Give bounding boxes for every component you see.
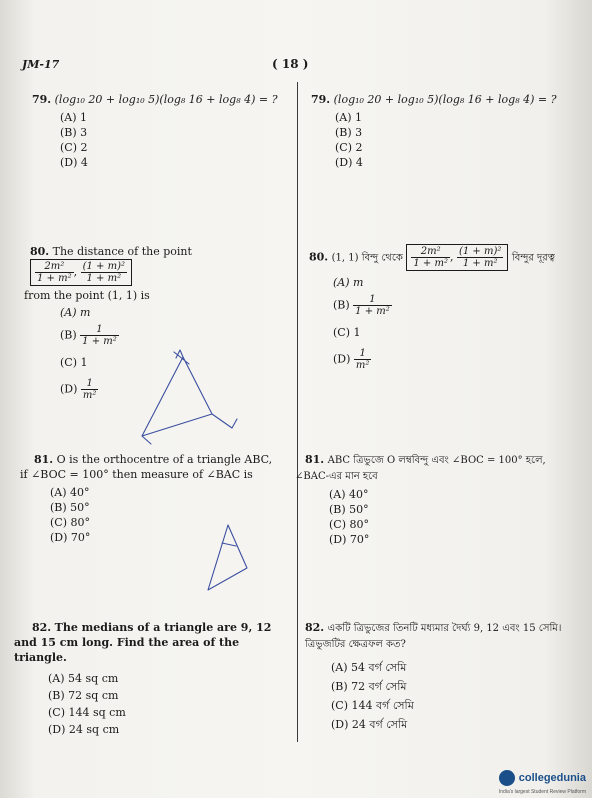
question-number: 81. bbox=[305, 453, 325, 466]
question-stem: (1, 1) বিন্দু থেকে bbox=[331, 252, 403, 264]
option-c[interactable]: (C) 144 বর্গ সেমি bbox=[331, 699, 414, 712]
question-number: 79. bbox=[32, 93, 52, 106]
question-stem: একটি ত্রিভুজের তিনটি মধ্যমার দৈর্ঘ্য 9, 12 এবং 15 সেমি। ত্রিভুজটির ক্ষেত্রফল কত? bbox=[305, 623, 562, 650]
sketch-triangle-2 bbox=[208, 525, 247, 590]
option-b[interactable]: (B) 3 bbox=[335, 126, 363, 139]
question-expression: (log₁₀ 20 + log₁₀ 5)(log₈ 16 + log₈ 4) = ? bbox=[333, 93, 557, 106]
option-a[interactable]: (A) m bbox=[333, 276, 364, 289]
paper-code: JM-17 bbox=[22, 58, 60, 71]
option-d[interactable]: (D) 4 bbox=[60, 156, 88, 169]
option-c[interactable]: (C) 144 sq cm bbox=[48, 706, 126, 719]
question-stem-cont: বিন্দুর দূরত্ব bbox=[511, 252, 555, 264]
option-d[interactable]: (D) 70° bbox=[329, 533, 370, 546]
watermark-brand: collegedunia bbox=[518, 772, 586, 784]
question-expression: (log₁₀ 20 + log₁₀ 5)(log₈ 16 + log₈ 4) = ? bbox=[54, 93, 278, 106]
question-number: 79. bbox=[311, 93, 331, 106]
option-d[interactable]: (D) 24 বর্গ সেমি bbox=[331, 718, 408, 731]
option-b[interactable]: (B) 50° bbox=[50, 501, 90, 514]
option-b[interactable]: (B) 3 bbox=[60, 126, 88, 139]
option-b[interactable]: (B) 50° bbox=[329, 503, 369, 516]
collegedunia-logo-icon bbox=[499, 770, 515, 786]
option-c[interactable]: (C) 1 bbox=[60, 356, 88, 369]
question-stem: O is the orthocentre of a triangle ABC, if ∠BOC = 100° then measure of ∠BAC is bbox=[20, 453, 273, 481]
option-a[interactable]: (A) 40° bbox=[50, 486, 90, 499]
point-bracket: $\frac{\text{2m²}}{\text{1 + m²}}$ , $\frac{\text{(1 + m)²}}{\text{1 + m²}}$ bbox=[406, 244, 508, 271]
option-d[interactable]: (D) $\frac{1}{\text{m²}}$ bbox=[333, 348, 370, 371]
question-stem-cont: from the point (1, 1) is bbox=[24, 289, 150, 302]
option-a[interactable]: (A) 1 bbox=[60, 111, 88, 124]
option-a[interactable]: (A) 40° bbox=[329, 488, 369, 501]
option-a[interactable]: (A) 54 sq cm bbox=[48, 672, 119, 685]
question-number: 80. bbox=[309, 250, 329, 264]
sketch-triangle-1 bbox=[142, 350, 237, 444]
option-b[interactable]: (B) 72 sq cm bbox=[48, 689, 119, 702]
question-number: 82. bbox=[32, 621, 52, 634]
option-d[interactable]: (D) $\frac{1}{\text{m²}}$ bbox=[60, 378, 97, 401]
collegedunia-watermark bbox=[499, 770, 586, 786]
option-b[interactable]: (B) $\frac{1}{\text{1 + m²}}$ bbox=[60, 324, 117, 347]
question-stem: ABC ত্রিভুজে O লম্ববিন্দু এবং ∠BOC = 100° হলে, ∠BAC-এর মান হবে bbox=[295, 455, 546, 482]
option-c[interactable]: (C) 2 bbox=[335, 141, 363, 154]
page-number: ( 18 ) bbox=[272, 57, 309, 71]
option-b[interactable]: (B) $\frac{1}{\text{1 + m²}}$ bbox=[333, 294, 390, 317]
question-number: 82. bbox=[305, 621, 325, 634]
question-number: 80. bbox=[30, 245, 50, 258]
question-number: 81. bbox=[34, 453, 54, 466]
option-a[interactable]: (A) 1 bbox=[335, 111, 363, 124]
option-c[interactable]: (C) 80° bbox=[50, 516, 90, 529]
option-d[interactable]: (D) 24 sq cm bbox=[48, 723, 120, 736]
option-d[interactable]: (D) 70° bbox=[50, 531, 91, 544]
option-a[interactable]: (A) m bbox=[60, 306, 91, 319]
option-a[interactable]: (A) 54 বর্গ সেমি bbox=[331, 661, 407, 674]
question-stem: The distance of the point bbox=[52, 245, 192, 258]
option-c[interactable]: (C) 2 bbox=[60, 141, 88, 154]
option-d[interactable]: (D) 4 bbox=[335, 156, 363, 169]
option-b[interactable]: (B) 72 বর্গ সেমি bbox=[331, 680, 407, 693]
watermark-tagline: India's largest Student Review Platform bbox=[498, 789, 586, 795]
question-stem: The medians of a triangle are 9, 12 and 15 cm long. Find the area of the triangle. bbox=[14, 621, 272, 664]
option-c[interactable]: (C) 80° bbox=[329, 518, 369, 531]
option-c[interactable]: (C) 1 bbox=[333, 326, 361, 339]
point-bracket: $\frac{\text{2m²}}{\text{1 + m²}}$ , $\frac{\text{(1 + m)²}}{\text{1 + m²}}$ bbox=[30, 259, 132, 286]
